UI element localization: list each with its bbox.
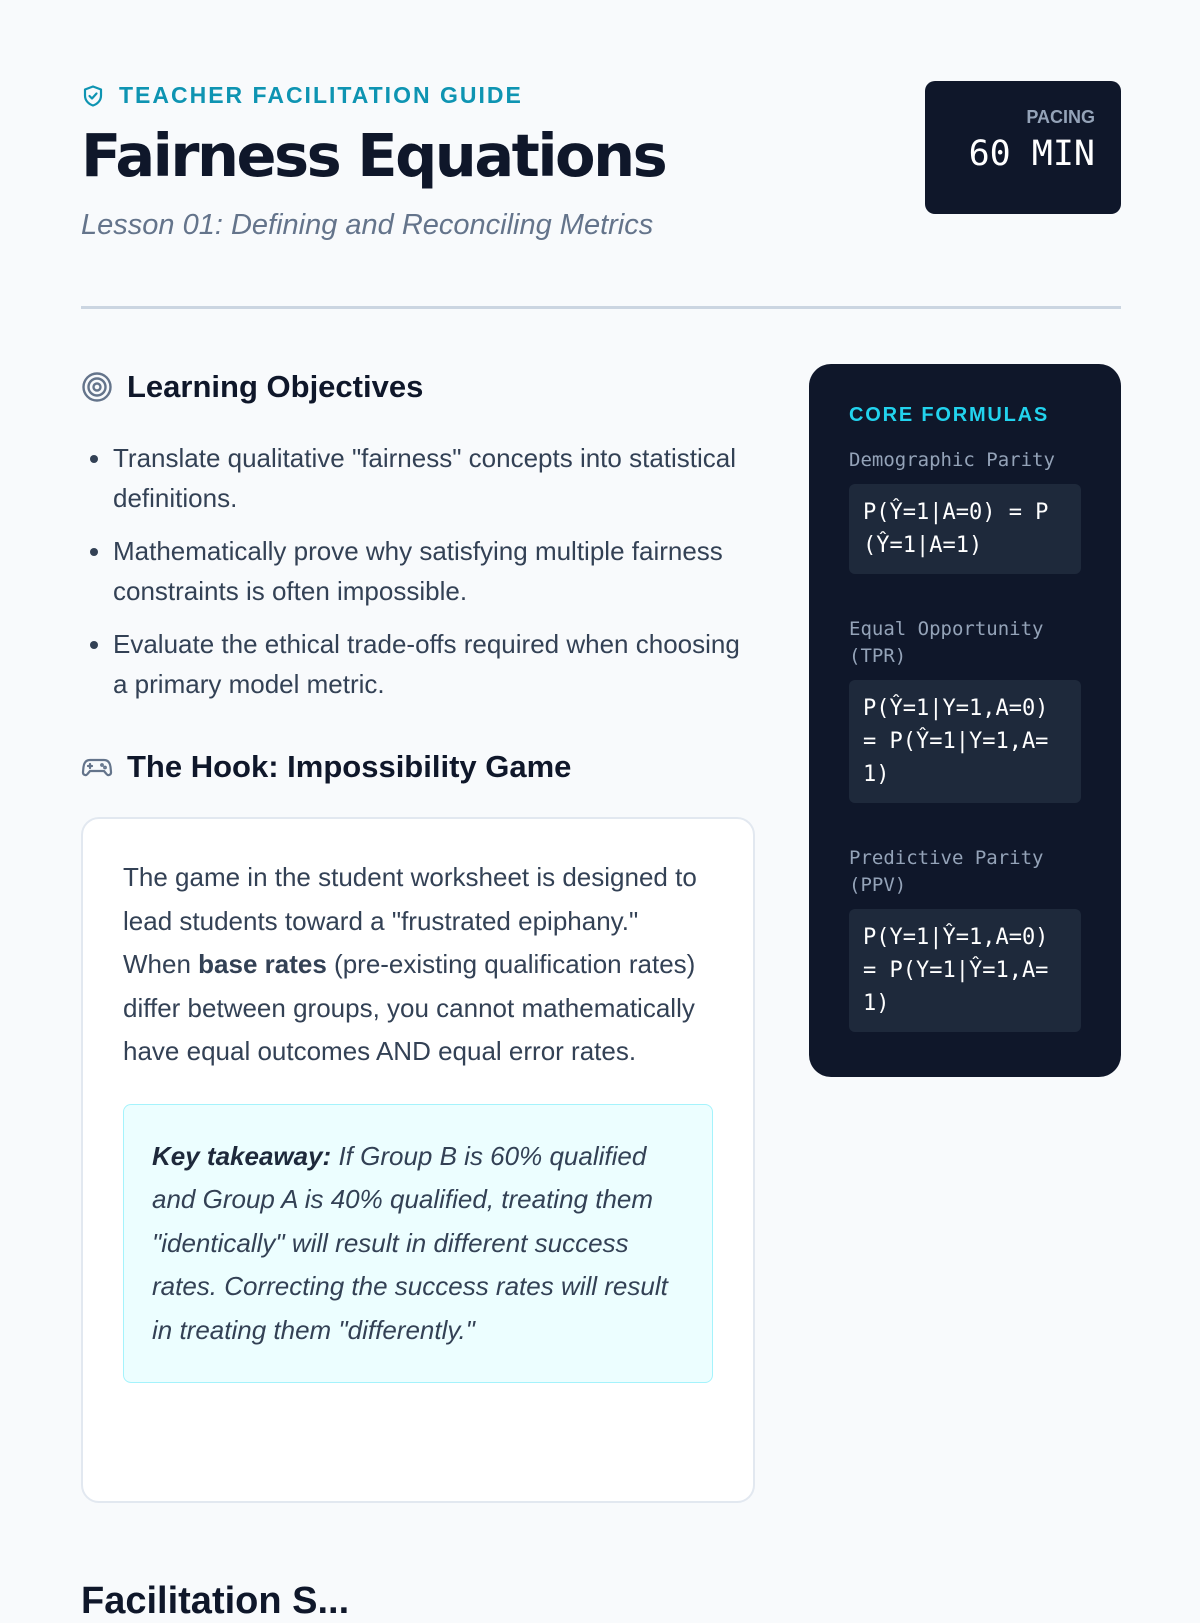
formulas-title: CORE FORMULAS [849,404,1050,426]
objectives-list [81,438,753,717]
formula-equal-opportunity [849,616,1081,803]
page-subtitle: Lesson 01: Defining and Reconciling Metrics [81,209,654,241]
formula-predictive-parity [849,845,1081,1032]
key-takeaway-callout [123,1104,713,1384]
header-divider [81,306,1121,309]
pacing-value: 60 MIN [968,134,1095,174]
core-formulas-panel [809,364,1121,1077]
formula-name: Demographic Parity [849,449,1055,471]
list-item: • Evaluate the ethical trade-offs required when choosing a primary model metric. [113,624,753,704]
objectives-heading-row [81,369,423,405]
page-title: Fairness Equations [81,121,666,190]
formula-name: Equal Opportunity (TPR) [849,618,1044,667]
formula-name: Predictive Parity (PPV) [849,847,1044,896]
hook-intro-bold: base rates [198,949,327,979]
takeaway-label: Key takeaway: [152,1140,332,1171]
hook-intro [123,856,713,1074]
next-section-heading: Facilitation S... [81,1580,350,1622]
hook-card [81,817,755,1503]
eyebrow-label: TEACHER FACILITATION GUIDE [119,82,523,108]
formula-expression: P(Ŷ=1|Y=1,A=0) = P(Ŷ=1|Y=1,A=1) [849,680,1081,803]
formula-expression: P(Ŷ=1|A=0) = P(Ŷ=1|A=1) [849,484,1081,574]
hook-intro-text: (pre-existing qualification rates) differ between groups, you cannot mathematically have equal outcomes AND equal error rates. [123,949,696,1066]
list-item: • Translate qualitative "fairness" concepts into statistical definitions. [113,438,753,518]
gamepad-icon [81,751,113,783]
pacing-label: PACING [1026,107,1095,127]
pacing-badge [925,81,1121,214]
hook-heading: The Hook: Impossibility Game [127,749,572,784]
objectives-heading: Learning Objectives [127,369,424,404]
formula-expression: P(Y=1|Ŷ=1,A=0) = P(Y=1|Ŷ=1,A=1) [849,909,1081,1032]
takeaway-text: If Group B is 60% qualified and Group A is 40% qualified, treating them "identically" will result in different success rates. Correcting the success rates will result in treating them "differently." [152,1140,668,1345]
target-icon [81,371,113,403]
formula-demographic-parity [849,447,1081,574]
eyebrow [81,82,523,109]
hook-heading-row [81,749,571,785]
shield-check-icon [81,84,105,108]
list-item: • Mathematically prove why satisfying multiple fairness constraints is often impossible. [113,531,753,611]
hook-intro-text: The game in the student worksheet is designed to lead students toward a "frustrated epiphany." When [123,862,697,979]
